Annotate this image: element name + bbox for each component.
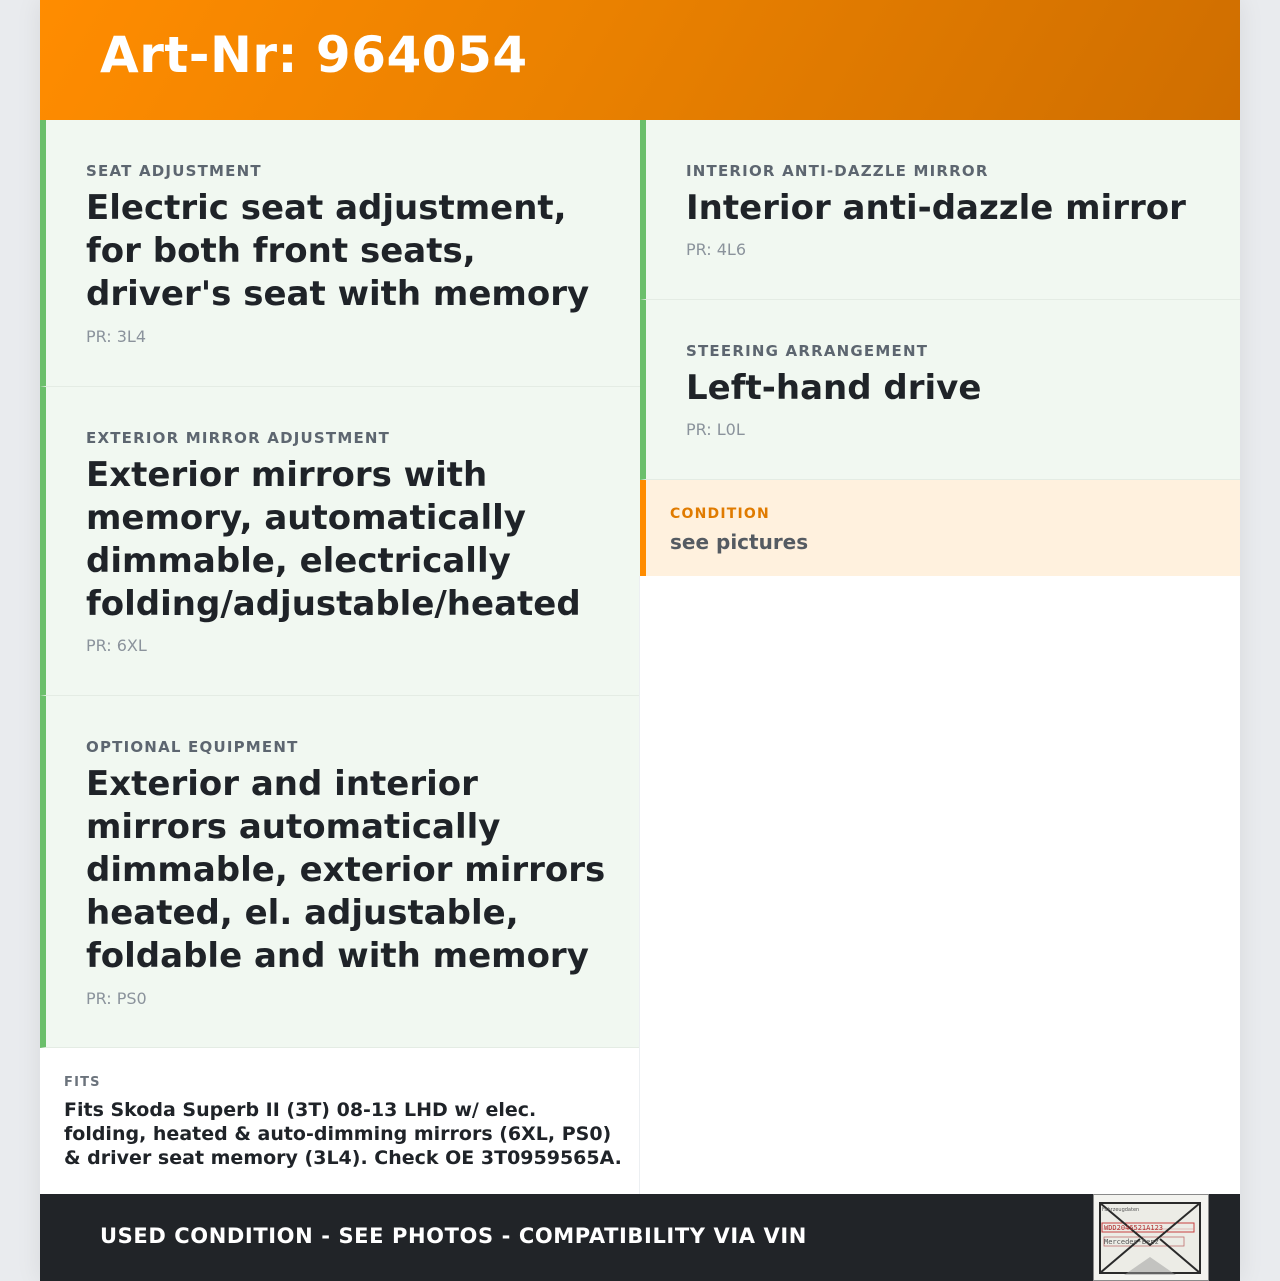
fits-section — [40, 1048, 640, 1194]
fits-label: FITS — [64, 1075, 101, 1090]
spec-card-optional-equipment — [40, 696, 640, 1048]
spec-card-value: Electric seat adjustment, for both front seats, driver's seat with memory — [86, 188, 590, 314]
fits-text: Fits Skoda Superb II (3T) 08-13 LHD w/ elec. folding, heated & auto-dimming mirrors (6XL, PS0) & driver seat memory (3L4). Check OE 3T0959565A. — [64, 1099, 622, 1169]
spec-card-label: STEERING ARRANGEMENT — [686, 342, 929, 360]
spec-card-value: Exterior mirrors with memory, automatically dimmable, electrically folding/adjustable/heated — [86, 455, 581, 624]
svg-text:Mercedes-Benz: Mercedes-Benz — [1104, 1238, 1159, 1246]
condition-label: CONDITION — [670, 506, 770, 522]
spec-card-pr-code: PR: 4L6 — [686, 240, 747, 259]
svg-text:WDD2046521A123: WDD2046521A123 — [1104, 1224, 1164, 1232]
spec-card-seat-adjustment — [40, 120, 640, 387]
spec-card-pr-code: PR: 3L4 — [86, 327, 147, 346]
spec-card-label: INTERIOR ANTI-DAZZLE MIRROR — [686, 162, 989, 180]
spec-card-label: EXTERIOR MIRROR ADJUSTMENT — [86, 429, 391, 447]
spec-card-exterior-mirror-adjustment — [40, 387, 640, 696]
footer-bar — [40, 1194, 1240, 1281]
spec-card-value: Left-hand drive — [686, 368, 982, 408]
spec-card-label: OPTIONAL EQUIPMENT — [86, 738, 299, 756]
spec-sheet — [40, 0, 1240, 1281]
spec-card-steering-arrangement — [640, 300, 1240, 480]
footer-text: USED CONDITION - SEE PHOTOS - COMPATIBILITY VIA VIN — [100, 1224, 807, 1248]
condition-value: see pictures — [670, 530, 809, 554]
spec-card-pr-code: PR: L0L — [686, 420, 745, 439]
envelope-stamp-icon — [1093, 1194, 1209, 1281]
spec-card-value: Interior anti-dazzle mirror — [686, 188, 1186, 228]
spec-card-pr-code: PR: PS0 — [86, 989, 147, 1008]
svg-text:Fahrzeugdaten: Fahrzeugdaten — [1102, 1207, 1140, 1213]
spec-card-value: Exterior and interior mirrors automatically dimmable, exterior mirrors heated, el. adjustable, foldable and with memory — [86, 764, 606, 976]
page-title: Art-Nr: 964054 — [100, 26, 528, 84]
spec-card-label: SEAT ADJUSTMENT — [86, 162, 262, 180]
spec-card-interior-mirror — [640, 120, 1240, 300]
spec-card-pr-code: PR: 6XL — [86, 636, 147, 655]
header-banner — [40, 0, 1240, 120]
condition-box — [640, 480, 1240, 576]
